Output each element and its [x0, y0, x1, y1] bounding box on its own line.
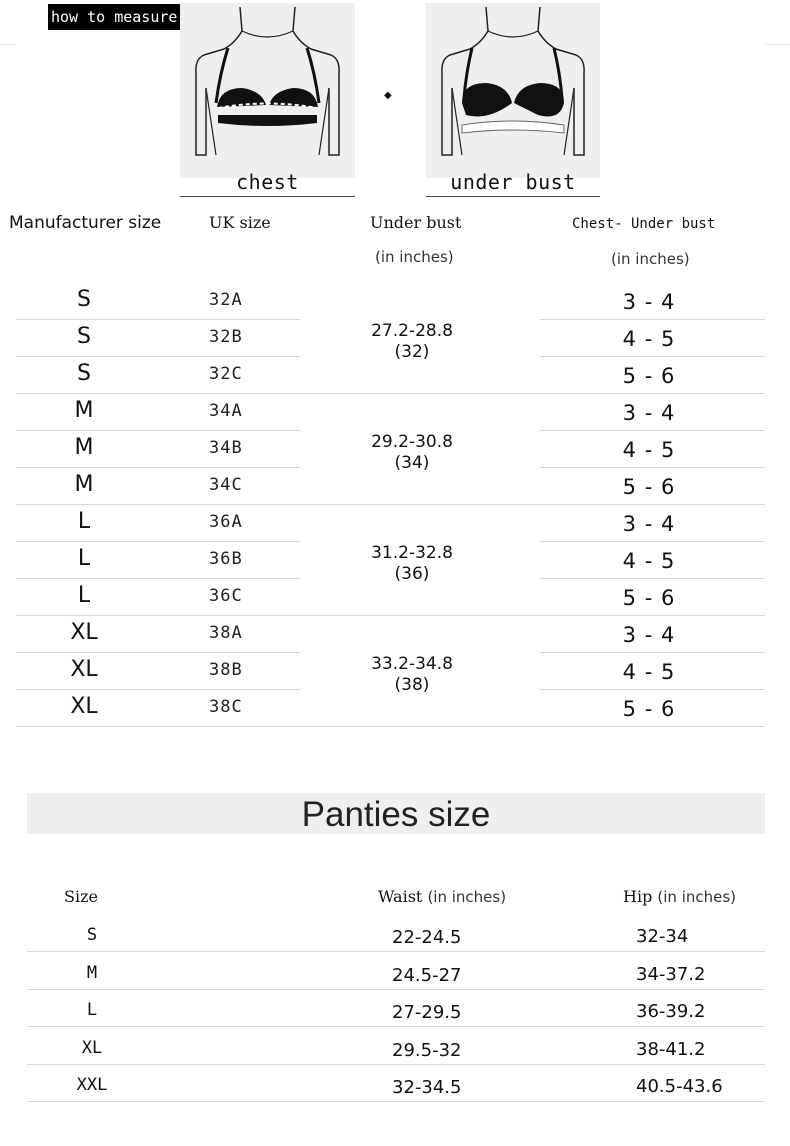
row-divider	[16, 467, 300, 468]
under-bust-range: 29.2-30.8	[371, 432, 453, 452]
row-divider	[27, 951, 765, 952]
uk-size-cell: 32C	[209, 364, 243, 384]
row-divider	[540, 430, 765, 431]
top-right-divider	[765, 44, 790, 45]
uk-size-cell: 38A	[209, 623, 243, 643]
under-bust-group-cell	[352, 432, 472, 474]
header-waist-label: Waist	[378, 887, 423, 906]
header-uk-size: UK size	[209, 213, 271, 232]
uk-size-cell: 36C	[209, 586, 243, 606]
row-divider	[27, 1064, 765, 1065]
manufacturer-size-cell: S	[77, 287, 91, 312]
header-under-bust: Under bust	[370, 213, 462, 232]
chest-caption: chest	[180, 170, 355, 197]
row-divider	[540, 689, 765, 690]
row-divider	[540, 467, 765, 468]
chest-minus-under-bust-cell: 4 - 5	[622, 549, 676, 573]
waist-cell: 29.5-32	[392, 1039, 462, 1061]
under-bust-range: 31.2-32.8	[371, 543, 453, 563]
waist-cell: 22-24.5	[392, 927, 462, 948]
header-waist	[378, 887, 506, 906]
panties-size-cell: L	[86, 1000, 98, 1020]
manufacturer-size-cell: L	[77, 546, 91, 571]
row-divider	[16, 356, 300, 357]
top-left-divider	[0, 44, 16, 45]
header-manufacturer-size: Manufacturer size	[9, 213, 162, 233]
mannequin-under-bust-icon	[426, 3, 600, 178]
hip-cell: 34-37.2	[636, 963, 706, 985]
panties-size-cell: XL	[81, 1037, 103, 1058]
row-divider	[540, 541, 765, 542]
hip-cell: 36-39.2	[636, 1001, 706, 1022]
manufacturer-size-cell: XL	[70, 694, 98, 719]
uk-size-cell: 34A	[209, 401, 243, 421]
manufacturer-size-cell: S	[77, 361, 91, 386]
mannequin-chest-icon	[180, 3, 355, 178]
row-divider	[16, 615, 765, 616]
header-waist-unit: (in inches)	[427, 888, 507, 906]
panties-size-cell: S	[86, 925, 98, 945]
uk-size-cell: 34C	[209, 475, 243, 495]
row-divider	[16, 726, 765, 727]
header-hip	[623, 887, 736, 906]
chest-minus-under-bust-cell: 5 - 6	[622, 586, 676, 610]
header-hip-unit: (in inches)	[657, 888, 737, 906]
header-panties-size: Size	[64, 887, 98, 906]
chest-minus-under-bust-cell: 5 - 6	[622, 697, 676, 721]
header-chest-minus-unit: (in inches)	[611, 250, 690, 268]
chest-minus-under-bust-cell: 4 - 5	[622, 327, 676, 351]
chest-minus-under-bust-cell: 4 - 5	[622, 660, 676, 684]
hip-cell: 38-41.2	[636, 1038, 706, 1060]
waist-cell: 27-29.5	[392, 1002, 462, 1023]
chest-minus-under-bust-cell: 3 - 4	[622, 401, 676, 425]
band-size: (38)	[394, 675, 430, 695]
row-divider	[16, 578, 300, 579]
manufacturer-size-cell: S	[77, 324, 91, 349]
row-divider	[16, 319, 300, 320]
chest-minus-under-bust-cell: 5 - 6	[622, 364, 676, 388]
hip-cell: 32-34	[636, 926, 689, 947]
under-bust-range: 27.2-28.8	[371, 321, 453, 341]
manufacturer-size-cell: XL	[70, 620, 98, 645]
chest-minus-under-bust-cell: 4 - 5	[622, 438, 676, 462]
row-divider	[16, 430, 300, 431]
manufacturer-size-cell: M	[74, 435, 94, 460]
band-size: (34)	[394, 453, 430, 473]
row-divider	[16, 652, 300, 653]
header-under-bust-unit: (in inches)	[375, 248, 454, 266]
under-bust-group-cell	[352, 321, 472, 363]
uk-size-cell: 34B	[209, 438, 243, 458]
manufacturer-size-cell: XL	[70, 657, 98, 682]
row-divider	[27, 1101, 765, 1102]
panties-size-banner: Panties size	[27, 793, 765, 834]
waist-cell: 24.5-27	[392, 964, 462, 986]
manufacturer-size-cell: M	[74, 472, 94, 497]
row-divider	[540, 356, 765, 357]
manufacturer-size-cell: L	[77, 583, 91, 608]
under-bust-group-cell	[352, 543, 472, 585]
header-hip-label: Hip	[623, 887, 653, 906]
how-to-measure-tag: how to measure	[48, 4, 185, 30]
uk-size-cell: 38C	[209, 697, 243, 717]
panties-size-cell: M	[86, 962, 98, 983]
chest-minus-under-bust-cell: 3 - 4	[622, 512, 676, 536]
band-size: (36)	[394, 564, 430, 584]
uk-size-cell: 32B	[209, 327, 243, 347]
band-size: (32)	[394, 342, 430, 362]
row-divider	[540, 319, 765, 320]
manufacturer-size-cell: M	[74, 398, 94, 423]
chest-minus-under-bust-cell: 3 - 4	[622, 290, 676, 314]
panties-size-cell: XXL	[76, 1075, 108, 1095]
row-divider	[16, 393, 765, 394]
hip-cell: 40.5-43.6	[636, 1076, 723, 1097]
uk-size-cell: 36A	[209, 512, 243, 532]
manufacturer-size-cell: L	[77, 509, 91, 534]
chest-minus-under-bust-cell: 5 - 6	[622, 475, 676, 499]
row-divider	[16, 689, 300, 690]
header-chest-minus-under-bust: Chest- Under bust	[572, 216, 716, 232]
row-divider	[16, 541, 300, 542]
under-bust-group-cell	[352, 654, 472, 696]
under-bust-range: 33.2-34.8	[371, 654, 453, 674]
waist-cell: 32-34.5	[392, 1077, 462, 1098]
uk-size-cell: 32A	[209, 290, 243, 310]
chest-minus-under-bust-cell: 3 - 4	[622, 623, 676, 647]
uk-size-cell: 36B	[209, 549, 243, 569]
under-bust-caption: under bust	[426, 170, 600, 197]
row-divider	[27, 989, 765, 990]
diamond-icon: ◆	[384, 90, 392, 101]
row-divider	[27, 1026, 765, 1027]
row-divider	[16, 504, 765, 505]
row-divider	[540, 578, 765, 579]
row-divider	[540, 652, 765, 653]
uk-size-cell: 38B	[209, 660, 243, 680]
